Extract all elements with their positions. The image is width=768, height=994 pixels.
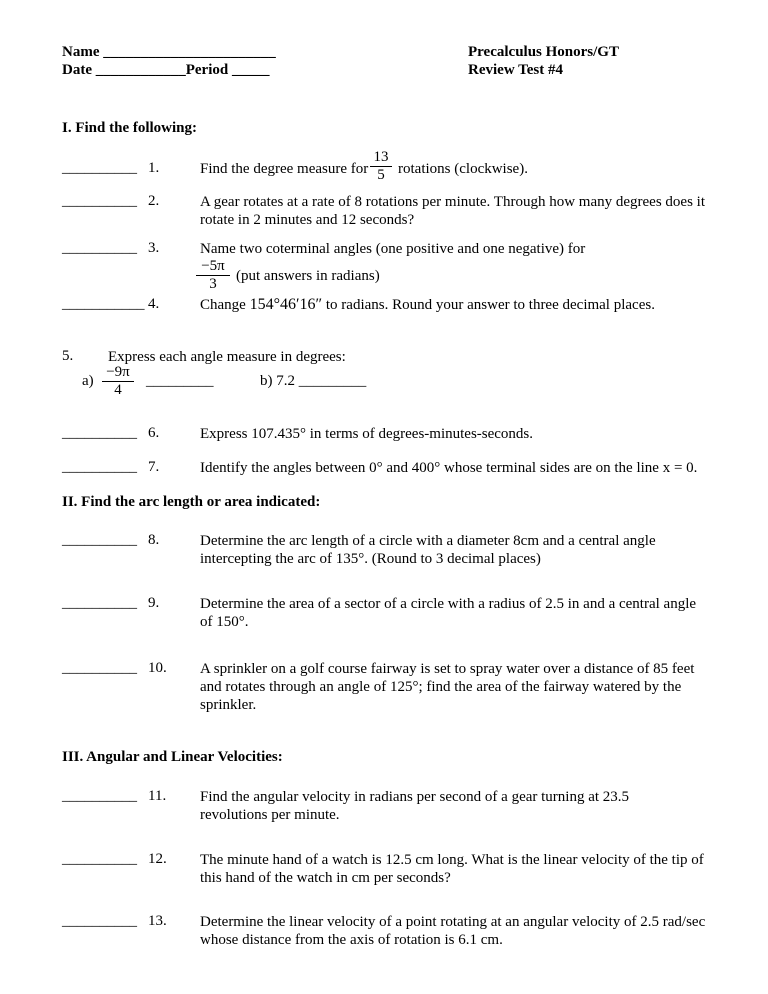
question-6-post: in terms of degrees-minutes-seconds. [309,426,534,442]
question-number-6: 6. [148,425,160,441]
question-3-fraction [196,258,230,293]
question-4-angle: 154°46′16″ [249,296,323,313]
question-10-line-1: A sprinkler on a golf course fairway is set to spray water over a distance of 85 feet [200,661,695,677]
question-5-fraction [102,364,134,399]
fraction-denominator: 3 [209,276,217,292]
fraction-numerator: 13 [370,149,392,167]
question-number-12: 12. [148,851,167,867]
fraction-denominator: 5 [377,167,385,183]
question-5-intro: Express each angle measure in degrees: [108,349,346,365]
answer-blank-10[interactable]: __________ [62,660,137,676]
question-13-line-2: whose distance from the axis of rotation is 6.1 cm. [200,932,503,948]
answer-blank-2[interactable]: __________ [62,193,137,209]
question-12-line-1: The minute hand of a watch is 12.5 cm long. What is the linear velocity of the tip of [200,852,704,868]
question-7-text: Identify the angles between 0° and 400° whose terminal sides are on the line x = 0. [200,460,698,476]
question-5-part-a-label: a) [82,373,94,389]
question-8-line-1: Determine the arc length of a circle with a diameter 8cm and a central angle [200,533,656,549]
section-1-heading: I. Find the following: [62,120,198,136]
answer-blank-13[interactable]: __________ [62,913,137,929]
name-line[interactable]: Name _______________________ [62,44,276,60]
question-2-line-1: A gear rotates at a rate of 8 rotations per minute. Through how many degrees does it [200,194,705,210]
question-4-text [200,295,655,315]
question-9-line-1: Determine the area of a sector of a circle with a radius of 2.5 in and a central angle [200,596,697,612]
fraction-numerator: −9π [102,364,134,382]
question-number-4: 4. [148,296,160,312]
date-period-line[interactable]: Date ____________Period _____ [62,62,270,78]
question-13-line-1: Determine the linear velocity of a point rotating at an angular velocity of 2.5 rad/sec [200,914,706,930]
answer-blank-8[interactable]: __________ [62,532,137,548]
question-6-pre: Express [200,426,248,442]
question-12-line-2: this hand of the watch in cm per seconds? [200,870,451,886]
question-3-line-1: Name two coterminal angles (one positive and one negative) for [200,241,586,257]
question-10-line-2: and rotates through an angle of 125°; find the area of the fairway watered by the [200,679,682,695]
question-1-text [200,159,368,179]
answer-blank-5a[interactable]: _________ [146,373,214,389]
question-10-line-3: sprinkler. [200,697,257,713]
section-3-heading: III. Angular and Linear Velocities: [62,749,283,765]
answer-blank-9[interactable]: __________ [62,595,137,611]
question-number-13: 13. [148,913,167,929]
question-1-pre: Find the degree measure for [200,161,369,177]
question-9-line-2: of 150°. [200,614,249,630]
fraction-denominator: 4 [114,382,122,398]
section-2-heading: II. Find the arc length or area indicated: [62,494,321,510]
question-4-pre: Change [200,297,246,313]
question-number-8: 8. [148,532,160,548]
question-number-9: 9. [148,595,160,611]
question-6-text [200,424,533,444]
question-11-line-1: Find the angular velocity in radians per second of a gear turning at 23.5 [200,789,630,805]
question-2-line-2: rotate in 2 minutes and 12 seconds? [200,212,415,228]
question-number-5: 5. [62,348,74,364]
question-number-11: 11. [148,788,167,804]
question-5-part-b[interactable]: b) 7.2 _________ [260,373,367,389]
question-11-line-2: revolutions per minute. [200,807,340,823]
answer-blank-3[interactable]: __________ [62,240,137,256]
question-8-line-2: intercepting the arc of 135°. (Round to 3 decimal places) [200,551,541,567]
answer-blank-7[interactable]: __________ [62,459,137,475]
question-6-value: 107.435° [251,426,306,442]
question-4-post: to radians. Round your answer to three decimal places. [325,297,655,313]
answer-blank-4[interactable]: ___________ [62,296,145,312]
answer-blank-11[interactable]: __________ [62,788,137,804]
question-number-1: 1. [148,160,160,176]
question-number-3: 3. [148,240,160,256]
question-number-10: 10. [148,660,167,676]
test-title: Review Test #4 [468,62,563,78]
answer-blank-12[interactable]: __________ [62,851,137,867]
course-title: Precalculus Honors/GT [468,44,619,60]
answer-blank-1[interactable]: __________ [62,160,137,176]
question-number-2: 2. [148,193,160,209]
fraction-numerator: −5π [196,258,230,276]
answer-blank-6[interactable]: __________ [62,425,137,441]
question-number-7: 7. [148,459,160,475]
question-1-post: rotations (clockwise). [398,161,528,177]
question-1-fraction [370,149,392,184]
question-3-post: (put answers in radians) [236,268,380,284]
